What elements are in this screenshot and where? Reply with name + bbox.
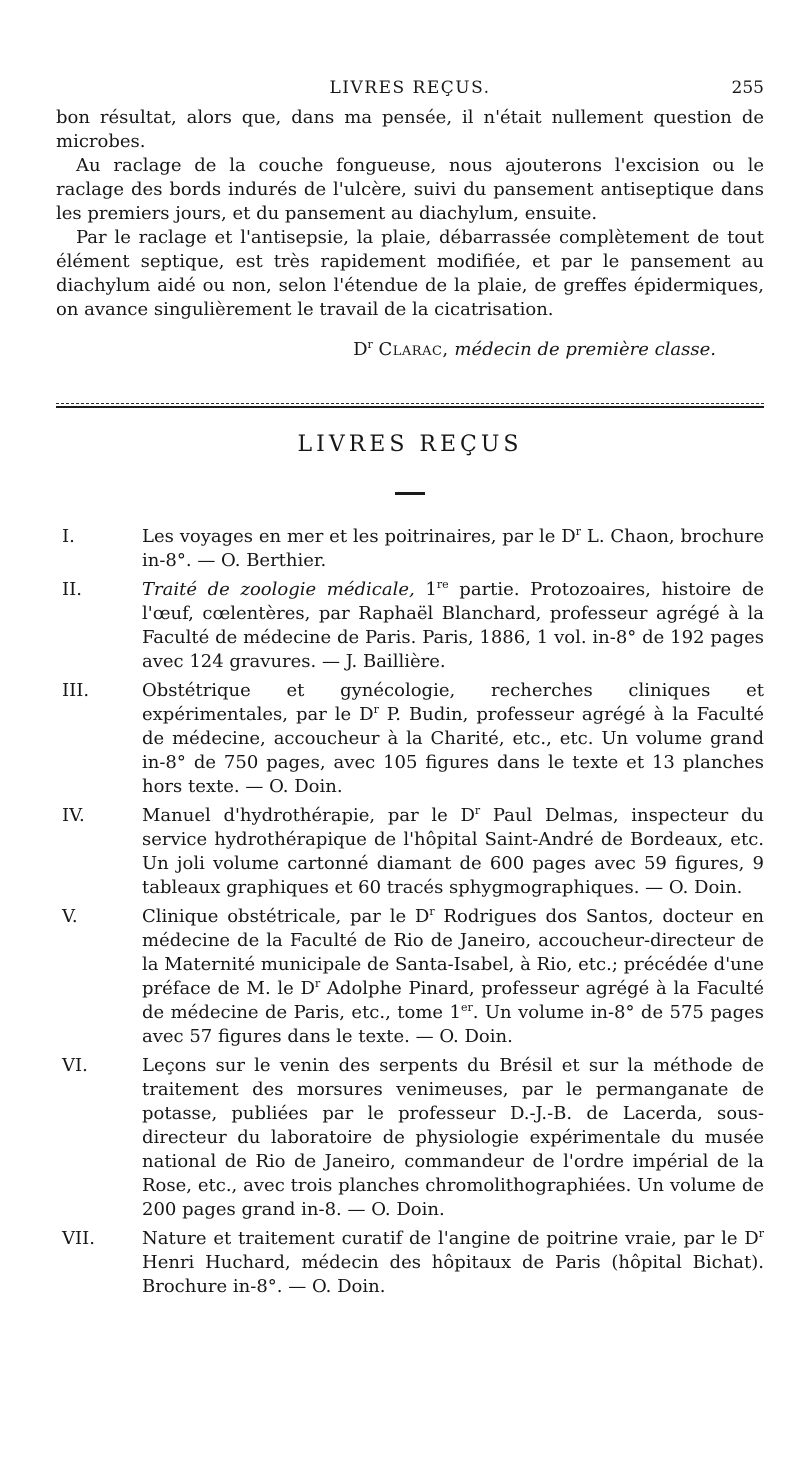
author-signature: [56, 332, 764, 363]
entry-sup: r: [373, 703, 379, 716]
section-divider-thick: [56, 406, 764, 408]
entry-number: VII.: [62, 1228, 95, 1249]
entry-sup: er: [460, 1001, 473, 1014]
entry-text-part: P. Budin, professeur agrégé à la Faculté de médecine, accoucheur à la Charité, etc., etc. Un volume grand in-8° de 750 pages, avec 105 figures dans le texte et 13 planches hors texte. — O. Doin.: [142, 704, 764, 797]
paragraph-2: Au raclage de la couche fongueuse, nous ajouterons l'excision ou le raclage des bords indurés de l'ulcère, suivi du pansement antiseptique dans les premiers jours, et du pansement au diachylum, ensuite.: [56, 155, 764, 224]
entry-text-part: Adolphe Pinard, professeur agrégé à la Faculté de médecine de Paris, etc., tome 1: [142, 978, 764, 1023]
book-list: [56, 525, 764, 1299]
entry-number: I.: [62, 526, 75, 547]
page-number: 255: [731, 78, 764, 98]
entry-text: [142, 1227, 764, 1299]
book-entry-2: [56, 578, 764, 674]
entry-text: [142, 525, 764, 573]
entry-text-part: Les voyages en mer et les poitrinaires, par le D: [142, 526, 576, 547]
entry-text-part: Manuel d'hydrothérapie, par le D: [142, 805, 475, 826]
book-entry-6: [56, 1054, 764, 1222]
entry-text-part: . Un volume in-8° de 575 pages avec 57 figures dans le texte. — O. Doin.: [142, 1002, 764, 1047]
book-entry-7: [56, 1227, 764, 1299]
section-divider-thin: [56, 403, 764, 404]
entry-text-part: Henri Huchard, médecin des hôpitaux de Paris (hôpital Bichat). Brochure in-8°. — O. Doin.: [142, 1252, 764, 1297]
entry-number: II.: [62, 579, 82, 600]
book-entry-4: [56, 804, 764, 900]
entry-text: [142, 578, 764, 674]
section-title: LIVRES REÇUS: [297, 432, 523, 457]
book-entry-3: [56, 679, 764, 799]
entry-text-part: Leçons sur le venin des serpents du Brésil et sur la méthode de traitement des morsures venimeuses, par le permanganate de potasse, publiées par le professeur D.-J.-B. de Lacerda, sous-directeur du laboratoire de physiologie expérimentale du musée national de Rio de Janeiro, commandeur de l'ordre impérial de la Rose, etc., avec trois planches chromolithographiées. Un volume de 200 pages grand in-8. — O. Doin.: [142, 1055, 764, 1220]
book-entry-5: [56, 905, 764, 1049]
entry-text-part: Rodrigues dos Santos, docteur en médecine de la Faculté de Rio de Janeiro, accoucheur-directeur de la Maternité municipale de Santa-Isabel, à Rio, etc.; précédée d'une préface de M. le D: [142, 906, 764, 999]
entry-number: VI.: [62, 1055, 88, 1076]
title-dash: [395, 492, 425, 495]
entry-sup: r: [429, 905, 435, 918]
entry-sup: r: [314, 977, 321, 990]
book-entry-1: [56, 525, 764, 573]
entry-text-part: Nature et traitement curatif de l'angine de poitrine vraie, par le D: [142, 1228, 759, 1249]
entry-text-part: Paul Delmas, inspecteur du service hydrothérapique de l'hôpital Saint-André de Bordeaux, etc. Un joli volume cartonné diamant de 600 pages avec 59 figures, 9 tableaux graphiques et 60 tracés sphygmographiques. — O. Doin.: [142, 805, 764, 898]
entry-text-part: L. Chaon, brochure in-8°. — O. Berthier.: [142, 526, 764, 571]
entry-text: [142, 804, 764, 900]
page: [56, 78, 764, 1304]
entry-text: [142, 1054, 764, 1222]
entry-text: [142, 679, 764, 799]
running-head-title: LIVRES REÇUS.: [329, 78, 491, 98]
entry-number: III.: [62, 680, 90, 701]
entry-text-part: 1: [414, 579, 437, 600]
entry-sup: r: [758, 1227, 764, 1240]
entry-text: [142, 905, 764, 1049]
signature-prefix: D: [353, 339, 368, 360]
signature-role: médecin de première classe.: [454, 339, 716, 360]
signature-name: Clarac,: [378, 339, 449, 360]
entry-sup: r: [474, 804, 481, 817]
running-head: [56, 78, 764, 106]
entry-sup: r: [575, 525, 581, 538]
entry-sup: re: [436, 578, 449, 591]
signature-prefix-sup: r: [367, 338, 373, 351]
entry-text-part: Clinique obstétricale, par le D: [142, 906, 430, 927]
entry-text-part: Obstétrique et gynécologie, recherches cliniques et expérimentales, par le D: [142, 680, 764, 725]
entry-number: V.: [62, 906, 78, 927]
paragraph-1: bon résultat, alors que, dans ma pensée, il n'était nullement question de microbes.: [56, 107, 764, 152]
entry-number: IV.: [62, 805, 85, 826]
paragraph-3: Par le raclage et l'antisepsie, la plaie, débarrassée complètement de tout élément septique, est très rapidement modifiée, et par le pansement au diachylum aidé ou non, selon l'étendue de la plaie, de greffes épidermiques, on avance singulièrement le travail de la cicatrisation.: [56, 227, 764, 320]
entry-title-italic: Traité de zoologie médicale,: [142, 579, 415, 600]
entry-text-part: partie. Protozoaires, histoire de l'œuf, cœlentères, par Raphaël Blanchard, professeur agrégé à la Faculté de médecine de Paris. Paris, 1886, 1 vol. in-8° de 192 pages avec 124 gravures. — J. Baillière.: [142, 579, 764, 672]
